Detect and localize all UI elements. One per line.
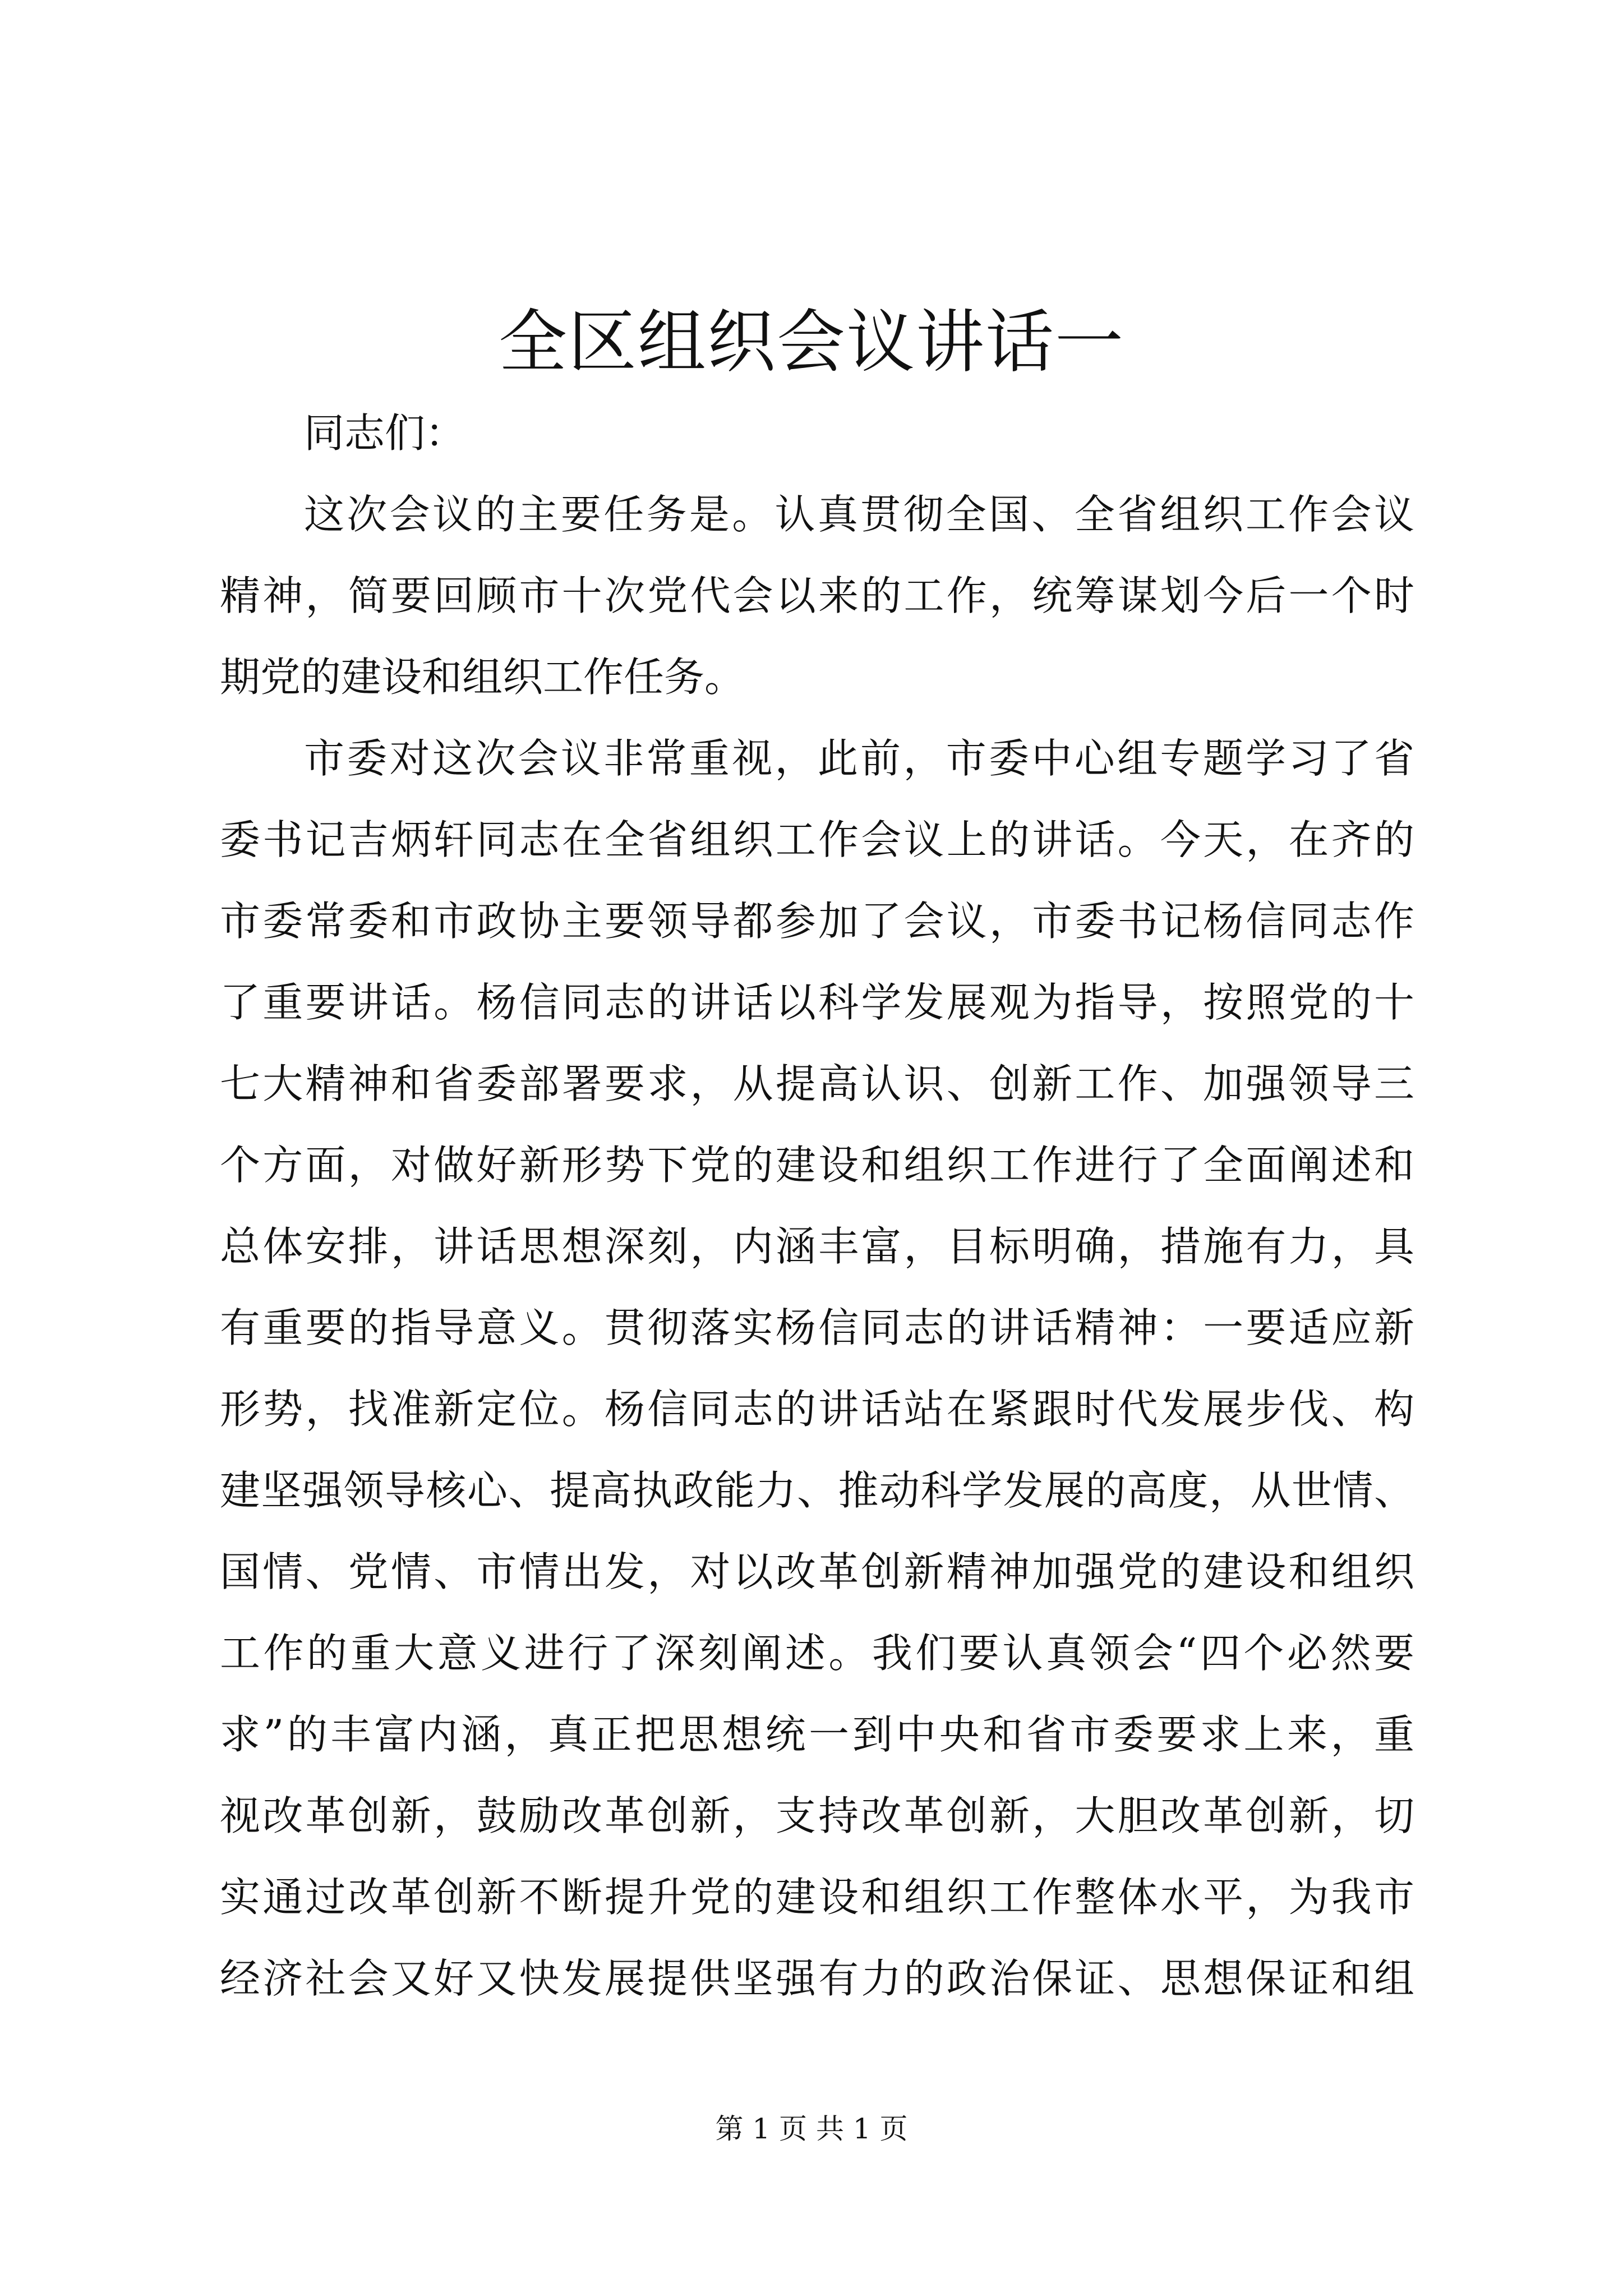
paragraph-line: 视改革创新，鼓励改革创新，支持改革创新，大胆改革创新，切 xyxy=(220,1792,1414,1839)
paragraph-line: 形势，找准新定位。杨信同志的讲话站在紧跟时代发展步伐、构 xyxy=(220,1386,1414,1433)
salutation: 同志们： xyxy=(304,409,466,457)
paragraph-line: 了重要讲话。杨信同志的讲话以科学发展观为指导，按照党的十 xyxy=(220,979,1414,1026)
paragraph-line: 期党的建设和组织工作任务。 xyxy=(220,654,745,701)
paragraph-line: 精神，简要回顾市十次党代会以来的工作，统筹谋划今后一个时 xyxy=(220,572,1414,619)
document-body xyxy=(220,393,1414,2019)
paragraph-line: 建坚强领导核心、提高执政能力、推动科学发展的高度，从世情、 xyxy=(220,1467,1414,1514)
paragraph-line: 工作的重大意义进行了深刻阐述。我们要认真领会“四个必然要 xyxy=(220,1630,1414,1677)
paragraph-1 xyxy=(220,474,1414,718)
paragraph-line: 委书记吉炳轩同志在全省组织工作会议上的讲话。今天，在齐的 xyxy=(220,816,1414,863)
paragraph-line: 市委对这次会议非常重视，此前，市委中心组专题学习了省 xyxy=(304,735,1414,782)
paragraph-line: 七大精神和省委部署要求，从提高认识、创新工作、加强领导三 xyxy=(220,1060,1414,1107)
paragraph-line: 市委常委和市政协主要领导都参加了会议，市委书记杨信同志作 xyxy=(220,898,1414,945)
paragraph-line: 总体安排，讲话思想深刻，内涵丰富，目标明确，措施有力，具 xyxy=(220,1223,1414,1270)
paragraph-line: 这次会议的主要任务是。认真贯彻全国、全省组织工作会议 xyxy=(304,491,1414,538)
paragraph-line: 有重要的指导意义。贯彻落实杨信同志的讲话精神：一要适应新 xyxy=(220,1304,1414,1351)
paragraph-2 xyxy=(220,718,1414,2019)
paragraph-line: 个方面，对做好新形势下党的建设和组织工作进行了全面阐述和 xyxy=(220,1142,1414,1189)
document-title: 全区组织会议讲话一 xyxy=(499,302,1124,382)
paragraph-line: 求”的丰富内涵，真正把思想统一到中央和省市委要求上来，重 xyxy=(220,1711,1414,1758)
paragraph-line: 实通过改革创新不断提升党的建设和组织工作整体水平，为我市 xyxy=(220,1874,1414,1921)
paragraph-line: 经济社会又好又快发展提供坚强有力的政治保证、思想保证和组 xyxy=(220,1955,1414,2002)
paragraph-line: 国情、党情、市情出发，对以改革创新精神加强党的建设和组织 xyxy=(220,1548,1414,1595)
page-footer: 第 1 页 共 1 页 xyxy=(715,2113,908,2145)
